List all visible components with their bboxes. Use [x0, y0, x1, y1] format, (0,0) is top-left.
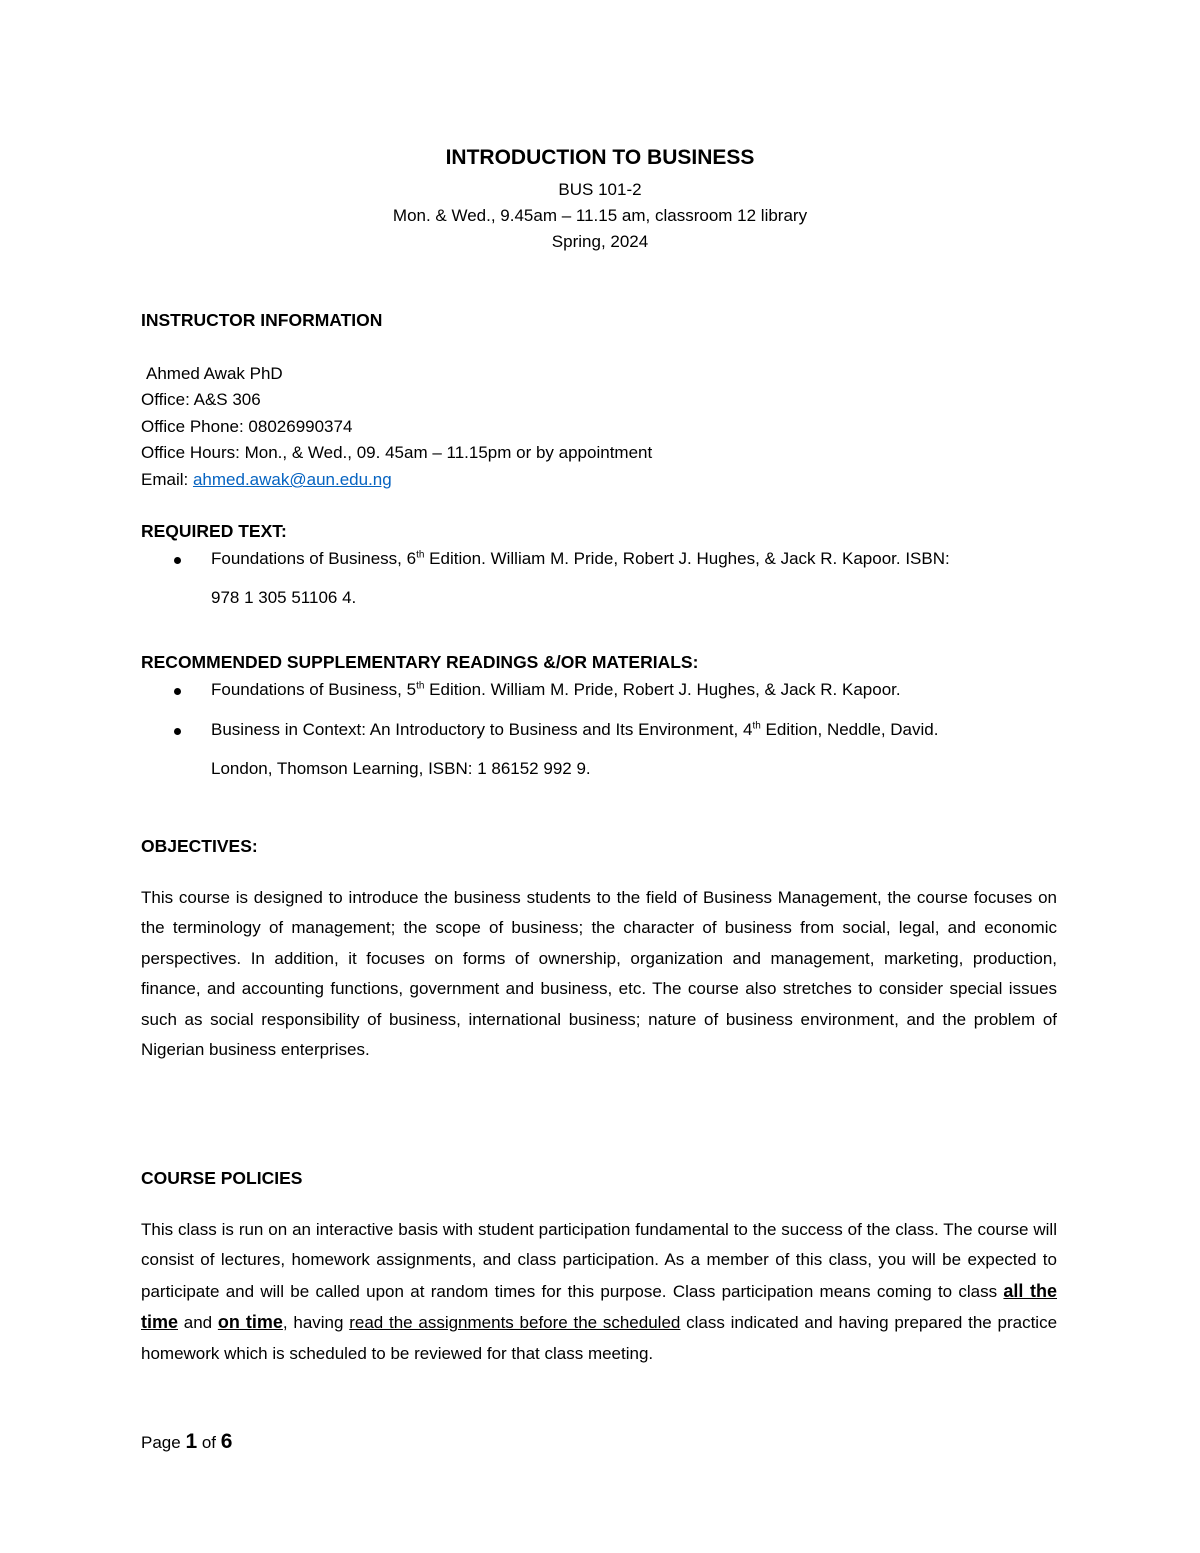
item-sup: th — [416, 549, 425, 561]
item-text-rest: Edition. William M. Pride, Robert J. Hughes, & Jack R. Kapoor. — [424, 680, 901, 699]
course-code: BUS 101-2 — [558, 180, 642, 199]
item-continuation: 978 1 305 51106 4. — [211, 588, 357, 607]
item-text: Business in Context: An Introductory to Business and Its Environment, 4 — [211, 720, 753, 739]
item-text-rest: Edition. William M. Pride, Robert J. Hughes, & Jack R. Kapoor. ISBN: — [424, 549, 950, 568]
page-total: 6 — [220, 1430, 233, 1453]
emphasis-on-time: on time — [217, 1312, 283, 1333]
policies-paragraph — [141, 1215, 1057, 1369]
policies-heading: COURSE POLICIES — [141, 1168, 303, 1188]
item-text: Foundations of Business, 5 — [211, 680, 417, 699]
bullet-icon — [174, 728, 181, 735]
email-label: Email: — [141, 470, 193, 489]
instructor-office: Office: A&S 306 — [141, 390, 261, 409]
required-text-heading: REQUIRED TEXT: — [141, 521, 287, 541]
instructor-hours: Office Hours: Mon., & Wed., 09. 45am – 11.15pm or by appointment — [141, 443, 653, 462]
page-footer — [141, 1430, 232, 1454]
course-term: Spring, 2024 — [551, 232, 649, 251]
bullet-icon — [174, 557, 181, 564]
bullet-icon — [174, 688, 181, 695]
underlined-text: read the assignments before the scheduled — [349, 1313, 681, 1333]
objectives-text: This course is designed to introduce the business students to the field of Business Management, the course focuses on the terminology of management; the scope of business; the character of business from social, legal, and economic perspectives. In addition, it focuses on forms of ownership, organization and management, marketing, production, finance, and accounting functions, government and business, etc. The course also stretches to consider special issues such as social responsibility of business, international business; nature of business environment, and the problem of Nigerian business enterprises. — [141, 888, 1057, 1060]
policies-text: This class is run on an interactive basis with student participation fundamental to the success of the class. The course will consist of lectures, homework assignments, and class participation. As a member of this class, you will be expected to participate and will be called upon at random times for this purpose. Class participation means coming to class — [141, 1220, 1057, 1301]
emphasis-all-the-time: all the time — [141, 1280, 1057, 1333]
page-label: Page — [141, 1433, 186, 1452]
item-text-rest: Edition, Neddle, David. — [760, 720, 939, 739]
instructor-heading: INSTRUCTOR INFORMATION — [141, 310, 383, 330]
policies-text: and — [178, 1313, 218, 1333]
policies-text: , having — [282, 1313, 350, 1333]
item-sup: th — [416, 680, 425, 692]
email-link[interactable]: ahmed.awak@aun.edu.ng — [192, 470, 392, 489]
objectives-paragraph — [141, 883, 1057, 1065]
instructor-phone: Office Phone: 08026990374 — [141, 417, 353, 436]
course-title: INTRODUCTION TO BUSINESS — [445, 146, 755, 169]
course-schedule: Mon. & Wed., 9.45am – 11.15 am, classroom 12 library — [392, 206, 808, 225]
item-sup: th — [752, 720, 761, 732]
instructor-name: Ahmed Awak PhD — [146, 364, 283, 383]
item-continuation: London, Thomson Learning, ISBN: 1 86152 992 9. — [211, 759, 591, 778]
page-number: 1 — [185, 1430, 198, 1453]
supplementary-heading: RECOMMENDED SUPPLEMENTARY READINGS &/OR MATERIALS: — [141, 652, 699, 672]
of-label: of — [197, 1433, 221, 1452]
instructor-email-line — [141, 470, 392, 490]
item-text: Foundations of Business, 6 — [211, 549, 417, 568]
policies-text: class indicated and having prepared the practice homework which is scheduled to be reviewed for that class meeting. — [141, 1313, 1058, 1363]
objectives-heading: OBJECTIVES: — [141, 836, 258, 856]
